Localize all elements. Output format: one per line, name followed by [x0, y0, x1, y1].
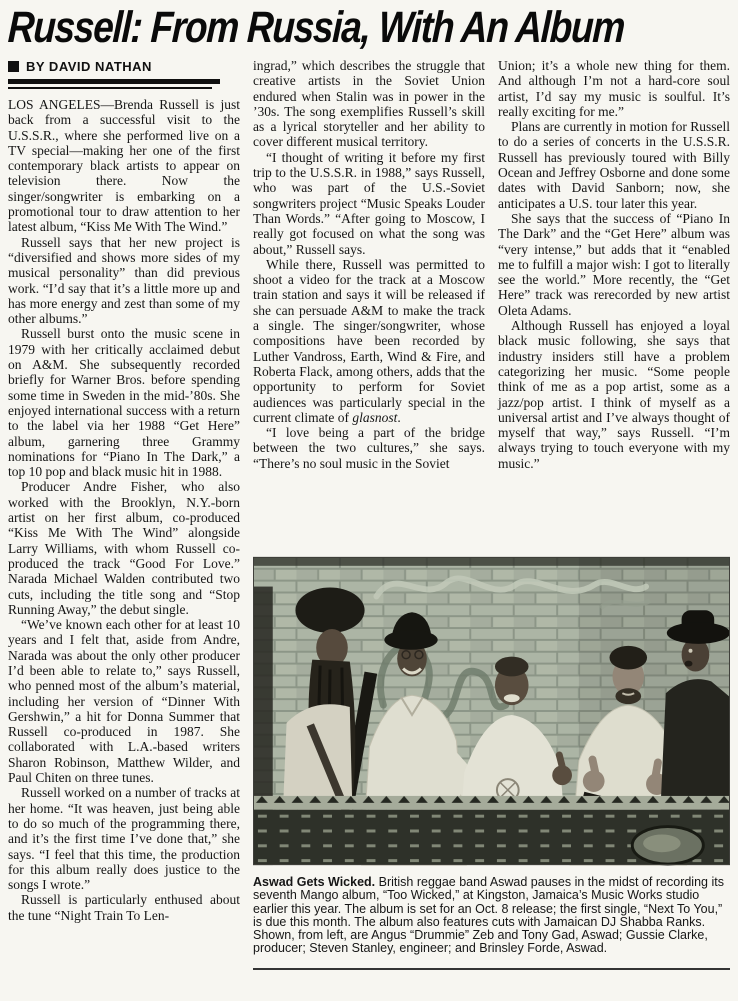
article-paragraph: “We’ve known each other for at least 10 years and I felt that, aside from Andre, Narada was about the only other producer I’d been able to relate to,” says Russell, who penned most of the album’s material, including her version of “Dinner With Gershwin,” a hit for Donna Summer that Russell co-produced in 1987. She collaborated with L.A.-based writers Sharon Robinson, Matthew Wilder, and Paul Chiten on three tunes.	[8, 617, 240, 786]
byline-rule	[8, 79, 220, 89]
article-paragraph: Union; it’s a whole new thing for them. And although I’m not a hard-core soul artist, I’d say my music is soulful. It’s really exciting for me.”	[498, 58, 730, 119]
article-paragraph: LOS ANGELES—Brenda Russell is just back from a successful visit to the U.S.S.R., where she performed live on a TV special—making her one of the first contemporary black artists to appear on television there. Now the singer/songwriter is embarking on a promotional tour to draw attention to her latest album, “Kiss Me With The Wind.”	[8, 97, 240, 235]
columns-2-3	[253, 58, 730, 555]
thick-rule	[8, 79, 220, 84]
bottom-rule	[253, 968, 730, 970]
paragraph-text: .	[397, 409, 401, 425]
article-paragraph: “I thought of writing it before my first trip to the U.S.S.R. in 1988,” says Russell, who was part of the U.S.-Soviet songwriters project “Music Speaks Louder Than Words.” “After going to Moscow, I really got focused on what the song was about,” Russell says.	[253, 149, 485, 257]
article-paragraph: Russell is particularly enthused about the tune “Night Train To Len-	[8, 892, 240, 923]
page-title: Russell: From Russia, With An Album	[6, 3, 626, 52]
photo-caption	[253, 876, 730, 956]
column-2	[253, 58, 485, 555]
right-zone	[253, 58, 730, 996]
article-paragraph: Russell worked on a number of tracks at her home. “It was heaven, just being able to do so much of the programming there, and it’s the first time I’ve done that,” she says. “I feel that this time, the production for this album really does justice to the songs I wrote.”	[8, 785, 240, 893]
article-paragraph: Russell says that her new project is “diversified and shows more sides of my musical personality” than did previous work. “I’d say that it’s a little more up and has more energy and zest than some of my other albums.”	[8, 234, 240, 327]
thin-rule	[8, 87, 212, 89]
article-body	[8, 58, 730, 996]
article-paragraph: Russell burst onto the music scene in 1979 with her critically acclaimed debut on A&M. She subsequently recorded briefly for Warner Bros. before spending some time in Sweden in the mid-’80s. She enjoyed international success with a return to the label via her 1988 “Get Here” album, garnering three Grammy nominations for “Piano In The Dark,” a top 10 pop and black music hit in 1988.	[8, 326, 240, 480]
italic-term: glasnost	[352, 409, 398, 425]
paragraph-text: While there, Russell was permitted to shoot a video for the track at a Moscow train station and says it will be released if she can persuade A&M to make the track a single. The singer/songwriter, whose compositions have been recorded by Luther Vandross, Earth, Wind & Fire, and Roberta Flack, among others, adds that the opportunity to perform for Soviet audiences was particularly special in the current climate of	[253, 256, 485, 425]
article-photo	[253, 555, 730, 867]
column-3	[498, 58, 730, 555]
caption-body: British reggae band Aswad pauses in the midst of recording its seventh Mango album, “Too Wicked,” at Kingston, Jamaica’s Music Works studio earlier this year. The album is set for an Oct. 8 release; the first single, “Next To You,” is due this month. The album also features cuts with Jamaican DJ Shabba Ranks. Shown, from left, are Angus “Drummie” Zeb and Tony Gad, Aswad; Gussie Clarke, producer; Steven Stanley, engineer; and Brinsley Forde, Aswad.	[253, 875, 724, 956]
article-paragraph	[253, 257, 485, 425]
article-paragraph: Although Russell has enjoyed a loyal black music following, she says that industry insiders still have a problem categorizing her music. “Some people think of me as a pop artist, some as a jazz/pop artist. I think of myself as a universal artist and I’ve always thought of myself that way,” says Russell. “I’m always trying to touch everyone with my music.”	[498, 318, 730, 471]
article-paragraph: She says that the success of “Piano In The Dark” and the “Get Here” album was “very intense,” but adds that it “enabled me to fulfill a major wish: I got to literally see the world.” More recently, the “Get Here” track was rerecorded by new artist Oleta Adams.	[498, 210, 730, 318]
masthead	[6, 3, 730, 58]
article-paragraph: “I love being a part of the bridge between the two cultures,” she says. “There’s no soul music in the Soviet	[253, 425, 485, 471]
article-paragraph: Producer Andre Fisher, who also worked with the Brooklyn, N.Y.-born artist on her first album, co-produced “Kiss Me With The Wind” alongside Larry Williams, with whom Russell co-produced the track “Good For Love.” Narada Michael Walden contributed two cuts, including the title song and “Stop Running Away,” the debut single.	[8, 479, 240, 617]
band-photo-illustration	[253, 555, 730, 867]
byline-square-icon	[8, 61, 19, 72]
byline-text: BY DAVID NATHAN	[26, 58, 152, 74]
column-1-text	[8, 97, 240, 923]
article-paragraph: ingrad,” which describes the struggle that creative artists in the Soviet Union endured when Stalin was in power in the ’30s. The song exemplifies Russell’s skill as a lyrical storyteller and her ability to cover different musical territory.	[253, 58, 485, 150]
article-paragraph: Plans are currently in motion for Russell to do a series of concerts in the U.S.S.R. Russell has previously toured with Billy Ocean and Jeffrey Osborne and done some dates with David Sanborn; now, she anticipates a U.S. tour later this year.	[498, 119, 730, 211]
caption-lead: Aswad Gets Wicked.	[253, 875, 376, 889]
byline	[8, 58, 240, 74]
column-1	[8, 58, 240, 996]
